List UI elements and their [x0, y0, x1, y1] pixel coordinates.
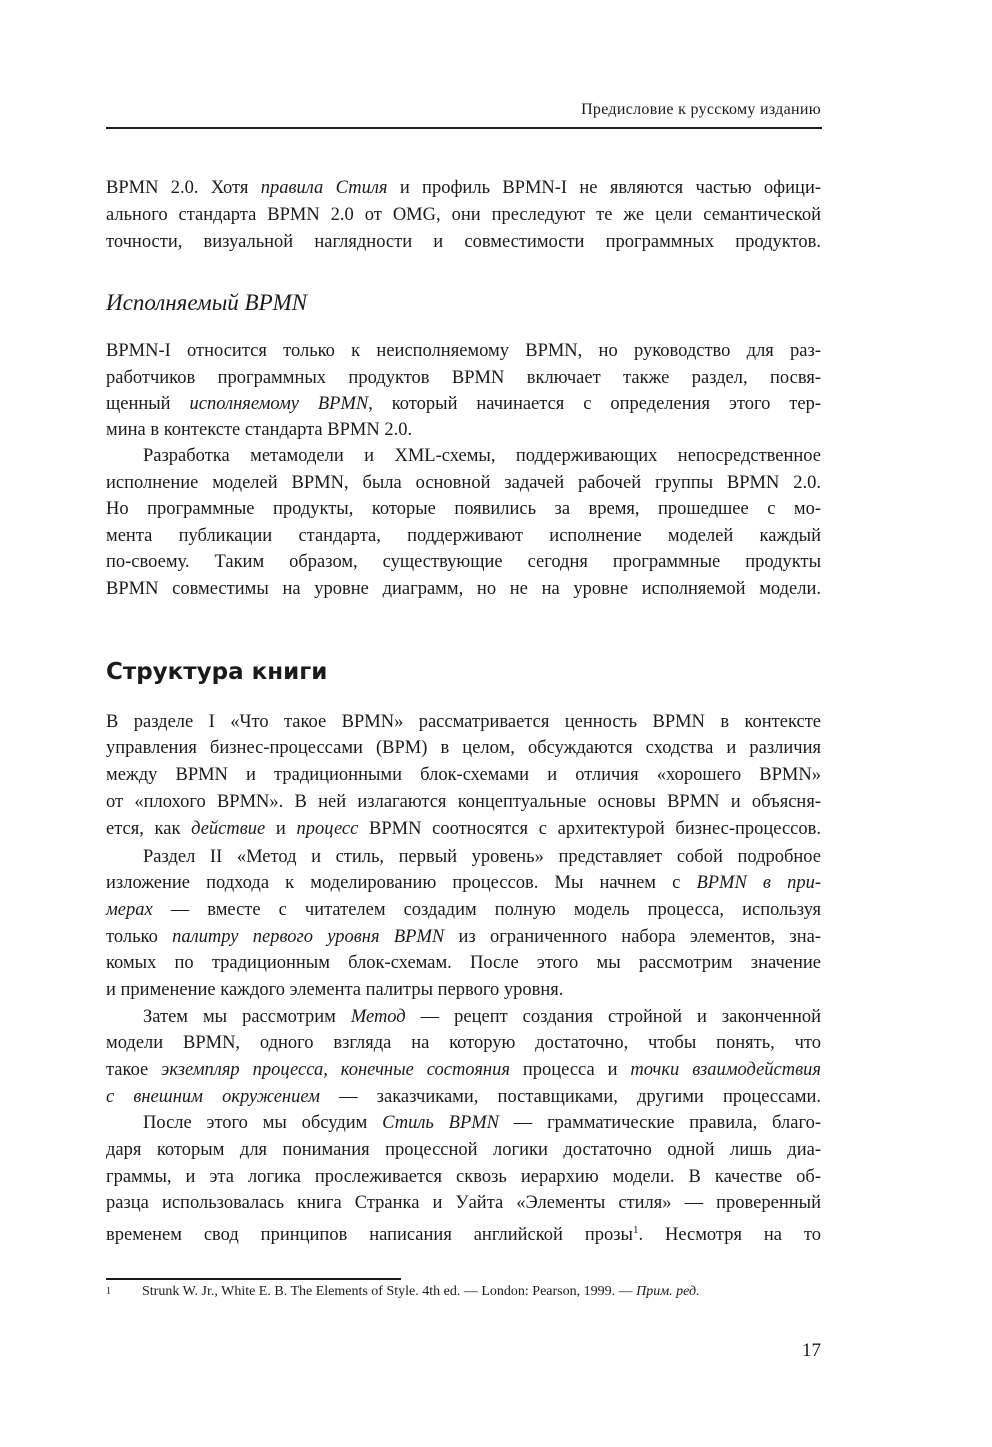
text-line: [106, 1086, 821, 1108]
text-line: [106, 340, 821, 362]
text-run: После этого мы обсудим: [143, 1113, 383, 1133]
footnote-text: [142, 1284, 700, 1300]
text-run: мина в контексте стандарта BPMN 2.0.: [106, 420, 413, 440]
footnote-editor-note: Прим. ред.: [636, 1284, 700, 1299]
text-line: [106, 231, 821, 253]
text-run: ального стандарта BPMN 2.0 от OMG, они преследуют те же цели семантической: [106, 205, 821, 225]
italic-term: с внешним окружением: [106, 1087, 320, 1107]
text-run: между BPMN и традиционными блок-схемами и отличия «хорошего BPMN»: [106, 765, 821, 785]
italic-term: Стиль BPMN: [382, 1113, 499, 1133]
text-run: мента публикации стандарта, поддерживают исполнение моделей каждый: [106, 526, 821, 546]
text-run: процесса и: [509, 1060, 631, 1080]
italic-term: BPMN в при-: [696, 873, 821, 893]
italic-term: точки взаимодействия: [630, 1060, 822, 1080]
italic-term: палитру первого уровня BPMN: [172, 927, 445, 947]
text-run: по-своему. Таким образом, существующие сегодня программные продукты: [106, 552, 821, 572]
text-run: — вместе с читателем создадим полную модель процесса, используя: [152, 900, 821, 920]
page-number: 17: [802, 1340, 821, 1361]
text-run: ется, как: [106, 819, 192, 839]
text-run: — рецепт создания стройной и законченной: [405, 1007, 821, 1027]
text-line: [106, 1139, 821, 1161]
text-line: [106, 551, 821, 573]
text-line: [106, 818, 821, 840]
text-run: , который начинается с определения этого тер-: [368, 394, 821, 414]
text-run: модели BPMN, одного взгляда на которую достаточно, чтобы понять, что: [106, 1033, 821, 1053]
text-line: [106, 1032, 821, 1054]
text-line: [106, 472, 821, 494]
section-heading-book-structure: Структура книги: [106, 659, 328, 685]
text-run: BPMN 2.0. Хотя: [106, 178, 261, 198]
text-run: только: [106, 927, 173, 947]
text-line: [106, 791, 821, 813]
text-run: разца использовалась книга Странка и Уайта «Элементы стиля» — проверенный: [106, 1193, 821, 1213]
section-heading-executable-bpmn: Исполняемый BPMN: [106, 290, 308, 315]
text-line: [106, 419, 821, 441]
text-run: Затем мы рассмотрим: [143, 1007, 351, 1027]
text-line: [106, 1059, 821, 1081]
text-line: [143, 846, 821, 868]
text-line: [106, 952, 821, 974]
italic-term: экземпляр процесса, конечные состояния: [161, 1060, 510, 1080]
text-run: точности, визуальной наглядности и совместимости программных продуктов.: [106, 232, 821, 252]
text-line: [106, 1192, 821, 1214]
text-run: граммы, и эта логика прослеживается сквозь иерархию модели. В качестве об-: [106, 1167, 821, 1187]
text-run: даря которым для понимания процессной логики достаточно одной лишь диа-: [106, 1140, 821, 1160]
text-line: [106, 899, 821, 921]
text-line: [106, 393, 821, 415]
italic-term: мерах: [106, 900, 153, 920]
text-run: изложение подхода к моделированию процессов. Мы начнем с: [106, 873, 697, 893]
text-line: [106, 979, 821, 1001]
italic-term: исполняемому BPMN: [189, 394, 369, 414]
text-line: [106, 764, 821, 786]
italic-term: правила Стиля: [260, 178, 388, 198]
text-run: работчиков программных продуктов BPMN включает также раздел, посвя-: [106, 368, 821, 388]
text-line: [106, 525, 821, 547]
text-run: BPMN совместимы на уровне диаграмм, но не на уровне исполняемой модели.: [106, 579, 821, 599]
italic-term: действие: [191, 819, 266, 839]
footnote-ref: 1: [632, 1224, 639, 1236]
text-line: [106, 1166, 821, 1188]
text-run: от «плохого BPMN». В ней излагаются концептуальные основы BPMN и объясня-: [106, 792, 821, 812]
footnote-rule: [106, 1278, 401, 1280]
text-run: из ограниченного набора элементов, зна-: [444, 927, 821, 947]
text-run: временем свод принципов написания английской прозы: [106, 1225, 633, 1246]
text-line: [143, 1006, 821, 1028]
running-head: Предисловие к русскому изданию: [581, 101, 821, 118]
text-run: BPMN соотносятся с архитектурой бизнес-процессов.: [358, 819, 821, 839]
text-run: В разделе I «Что такое BPMN» рассматривается ценность BPMN в контексте: [106, 712, 821, 732]
footnote-number: 1: [106, 1286, 111, 1297]
text-run: . Несмотря на то: [638, 1225, 821, 1246]
text-line: [106, 1219, 821, 1246]
text-run: щенный: [106, 394, 190, 414]
italic-term: Метод: [350, 1007, 406, 1027]
text-line: [106, 204, 821, 226]
text-line: [106, 926, 821, 948]
header-rule: [106, 127, 822, 129]
text-run: исполнение моделей BPMN, была основной задачей рабочей группы BPMN 2.0.: [106, 473, 821, 493]
text-line: [143, 1112, 821, 1134]
text-run: и профиль BPMN-I не являются частью офици-: [387, 178, 822, 198]
italic-term: процесс: [296, 819, 359, 839]
text-run: такое: [106, 1060, 162, 1080]
text-run: — заказчиками, поставщиками, другими процессами.: [319, 1087, 822, 1107]
text-line: [106, 872, 821, 894]
text-line: [106, 737, 821, 759]
text-run: — грамматические правила, благо-: [499, 1113, 821, 1133]
text-run: Но программные продукты, которые появились за время, прошедшее с мо-: [106, 499, 821, 519]
text-line: [143, 445, 821, 467]
footnote-citation: Strunk W. Jr., White E. B. The Elements of Style. 4th ed. — London: Pearson, 1999. —: [142, 1284, 637, 1299]
text-run: управления бизнес-процессами (BPM) в целом, обсуждаются сходства и различия: [106, 738, 821, 758]
text-run: и: [265, 819, 297, 839]
text-line: [106, 177, 821, 199]
text-run: Разработка метамодели и XML-схемы, поддерживающих непосредственное: [143, 446, 821, 466]
text-run: комых по традиционным блок-схемам. После этого мы рассмотрим значение: [106, 953, 821, 973]
text-line: [106, 711, 821, 733]
text-run: и применение каждого элемента палитры первого уровня.: [106, 980, 564, 1000]
text-line: [106, 367, 821, 389]
text-run: BPMN-I относится только к неисполняемому BPMN, но руководство для раз-: [106, 341, 821, 361]
text-line: [106, 498, 821, 520]
text-run: Раздел II «Метод и стиль, первый уровень» представляет собой подробное: [143, 847, 821, 867]
text-line: [106, 578, 821, 600]
